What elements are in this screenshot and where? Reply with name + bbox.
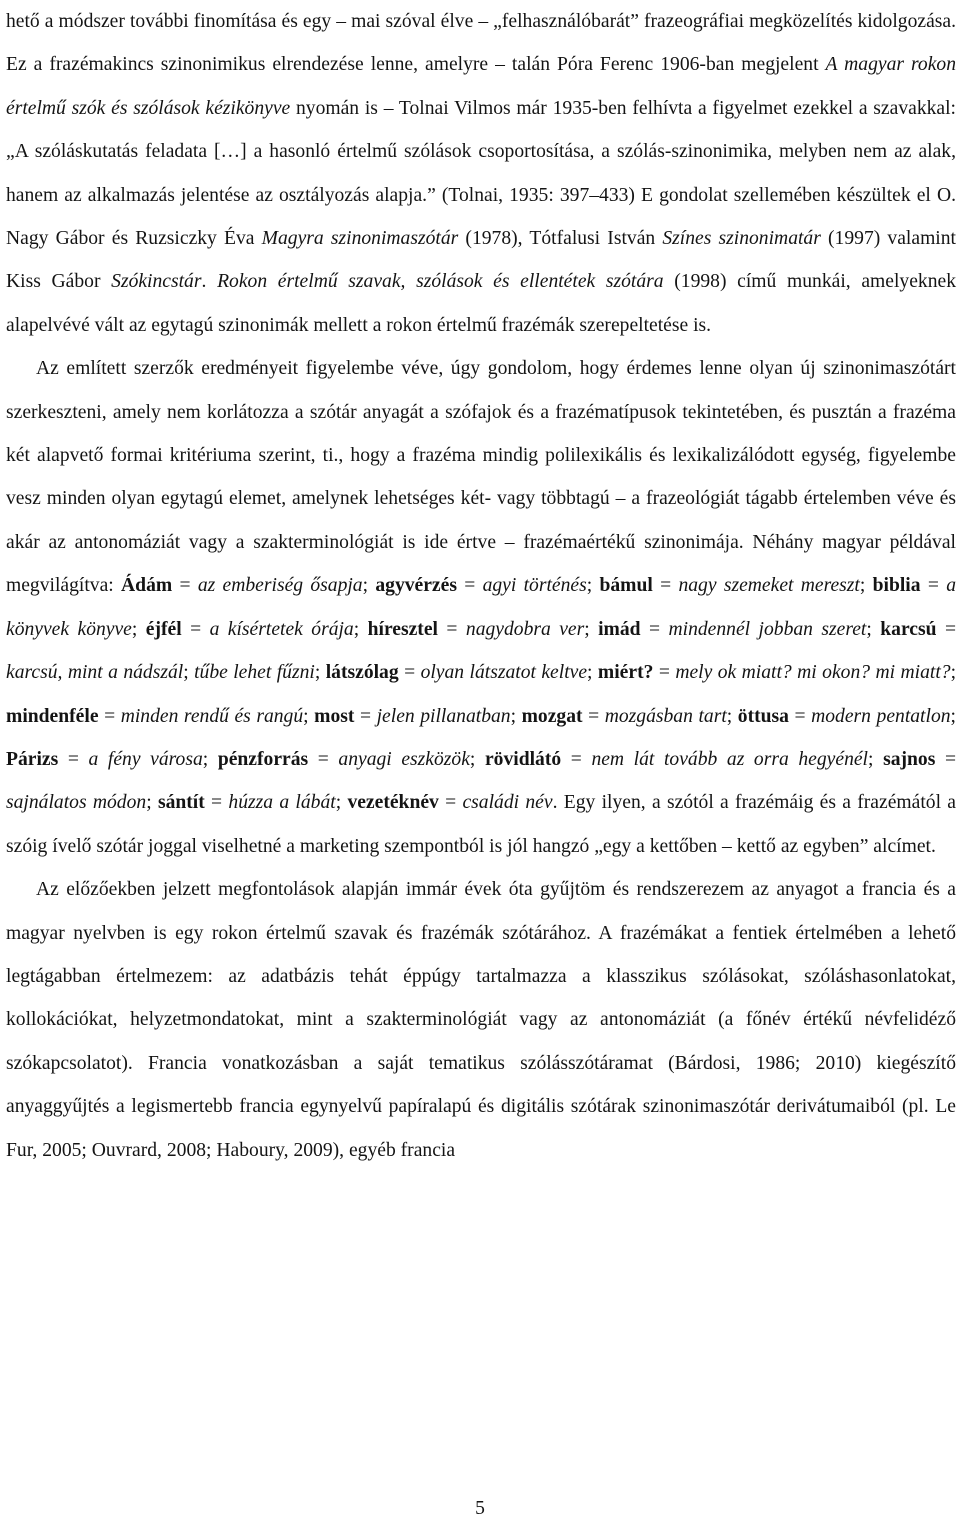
equals-sign: = bbox=[561, 748, 592, 770]
example-phrase: agyi történés bbox=[482, 575, 587, 597]
book-title: Szókincstár bbox=[111, 271, 202, 293]
example-word: karcsú bbox=[880, 618, 937, 640]
separator: ; bbox=[587, 662, 598, 684]
paragraph-3: Az előzőekben jelzett megfontolások alapján immár évek óta gyűjtöm és rendszerezem az anyagot a francia és a magyar nyelvben is egy rokon értelmű szavak és frazémák szótárához. A frazémákat a fentiek értelmében a lehető legtágabban értelmezem: az adatbázis tehát éppúgy tartalmazza a klasszikus szólásokat, szóláshasonlatokat, kollokációkat, helyzetmondatokat, mint a szakterminológiát vagy az antonomáziát (a főnév értékű névfelidéző szókapcsolatot). Francia vonatkozásban a saját tematikus szólásszótáramat (Bárdosi, 1986; 2010) kiegészítő anyaggyűjtés a legismertebb francia egynyelvű papíralapú és digitális szótárak szinonimaszótár derivátumaiból (pl. Le Fur, 2005; Ouvrard, 2008; Haboury, 2009), egyéb francia bbox=[6, 879, 956, 1161]
separator: ; bbox=[362, 575, 376, 597]
equals-sign: = bbox=[98, 705, 121, 727]
separator: ; bbox=[510, 705, 522, 727]
example-word: biblia bbox=[872, 575, 921, 597]
example-phrase: nagy szemeket mereszt bbox=[678, 575, 860, 597]
example-phrase: nagydobra ver bbox=[465, 618, 585, 640]
example-phrase: tűbe lehet fűzni bbox=[194, 662, 315, 684]
text-run: Egy ilyen, a szótól a frazémáig és a frazémától a szóig ívelő szótár joggal viselhetné a marketing szempontból is jól hangzó „egy a kettőben – kettő az egyben” alcímet. bbox=[6, 792, 956, 857]
example-list bbox=[6, 575, 956, 813]
separator: ; bbox=[868, 748, 884, 770]
example-phrase: nem lát tovább az orra hegyénél bbox=[591, 748, 869, 770]
example-phrase: mindennél jobban szeret bbox=[668, 618, 867, 640]
separator: ; bbox=[726, 705, 738, 727]
text-run: . bbox=[201, 271, 218, 293]
text-run: nyomán is – Tolnai Vilmos már 1935-ben felhívta a figyelmet ezekkel a szavakkal: „A szóláskutatás feladata […] a hasonló értelmű szólások csoportosítása, a szólás-szinonimika, melyben nem az alak, hanem az alkalmazás jelentése az osztályozás alapja.” (Tolnai, 1935: 397–433) E gondolat szellemében készültek el O. Nagy Gábor és Ruzsiczky Éva bbox=[6, 97, 957, 250]
example-word: miért? bbox=[597, 662, 654, 684]
example-phrase: sajnálatos módon bbox=[6, 792, 147, 814]
example-word: mindenféle bbox=[6, 705, 99, 727]
separator: . bbox=[552, 792, 564, 814]
equals-sign: = bbox=[920, 575, 947, 597]
body-text bbox=[6, 0, 956, 1172]
equals-sign: = bbox=[456, 575, 483, 597]
separator: ; bbox=[859, 575, 873, 597]
example-word: imád bbox=[598, 618, 641, 640]
example-phrase: olyan látszatot keltve bbox=[420, 662, 588, 684]
example-word: mozgat bbox=[521, 705, 583, 727]
example-word: éjfél bbox=[145, 618, 182, 640]
example-word: vezetéknév bbox=[347, 792, 439, 814]
text-run: Az említett szerzők eredményeit figyelembe véve, úgy gondolom, hogy érdemes lenne olyan új szinonimaszótárt szerkeszteni, amely nem korlátozza a szótár anyagát a szófajok és a frazématípusok tekintetében, és pusztán a frazéma két alapvető formai kritériuma szerint, ti., hogy a frazéma mindig polilexikális és lexikalizálódott egység, figyelembe vesz minden olyan egytagú elemet, amelynek lehetséges két- vagy többtagú – a frazeológiát tágabb értelemben véve és akár az antonomáziát vagy a szakterminológiát is ide értve – frazémaértékű szinonimája. Néhány magyar példával megvilágítva: bbox=[6, 358, 956, 597]
text-run: hető a módszer további finomítása és egy – mai szóval élve – „felhasználóbarát” frazeográfiai megközelítés kidolgozása. Ez a frazémakincs szinonimikus elrendezése lenne, amelyre – talán Póra Ferenc 1906-ban megjelent bbox=[6, 11, 956, 76]
text-run: (1997) valamint Kiss Gábor bbox=[6, 228, 956, 293]
separator: ; bbox=[950, 662, 957, 684]
equals-sign: = bbox=[437, 618, 466, 640]
equals-sign: = bbox=[640, 618, 669, 640]
example-phrase: mely ok miatt? mi okon? mi miatt? bbox=[675, 662, 951, 684]
text-run: (1998) című munkái, amelyeknek alapelvévé vált az egytagú szinonimák mellett a rokon értelmű frazémák szerepeltetése is. bbox=[6, 271, 956, 336]
separator: ; bbox=[314, 662, 326, 684]
page-number: 5 bbox=[475, 1498, 485, 1519]
example-word: bámul bbox=[599, 575, 653, 597]
equals-sign: = bbox=[58, 748, 89, 770]
example-word: pénzforrás bbox=[217, 748, 309, 770]
equals-sign: = bbox=[398, 662, 421, 684]
book-title: A magyar rokon értelmű szók és szólások kézikönyve bbox=[6, 54, 956, 119]
example-phrase: a kísértetek órája bbox=[209, 618, 354, 640]
example-word: Párizs bbox=[6, 748, 59, 770]
separator: ; bbox=[584, 618, 599, 640]
example-word: sántít bbox=[157, 792, 205, 814]
book-title: Magyra szinonimaszótár bbox=[261, 228, 459, 250]
equals-sign: = bbox=[936, 618, 956, 640]
example-word: öttusa bbox=[737, 705, 789, 727]
separator: ; bbox=[353, 618, 368, 640]
equals-sign: = bbox=[172, 575, 198, 597]
example-phrase: minden rendű és rangú bbox=[120, 705, 304, 727]
example-word: agyvérzés bbox=[375, 575, 457, 597]
example-word: híresztel bbox=[367, 618, 438, 640]
example-word: Ádám bbox=[121, 575, 173, 597]
equals-sign: = bbox=[204, 792, 229, 814]
equals-sign: = bbox=[181, 618, 210, 640]
equals-sign: = bbox=[438, 792, 463, 814]
separator: ; bbox=[202, 748, 218, 770]
example-word: rövidlátó bbox=[484, 748, 562, 770]
separator: ; bbox=[335, 792, 348, 814]
example-word: látszólag bbox=[325, 662, 399, 684]
separator: ; bbox=[586, 575, 600, 597]
equals-sign: = bbox=[653, 662, 676, 684]
book-title: Színes szinonimatár bbox=[662, 228, 821, 250]
example-phrase: mozgásban tart bbox=[604, 705, 727, 727]
example-phrase: az emberiség ősapja bbox=[197, 575, 363, 597]
paragraph-2 bbox=[6, 347, 956, 868]
book-title: Rokon értelmű szavak, szólások és ellentétek szótára bbox=[217, 271, 664, 293]
example-word: most bbox=[314, 705, 355, 727]
example-phrase: modern pentatlon bbox=[811, 705, 951, 727]
separator: ; bbox=[866, 618, 881, 640]
equals-sign: = bbox=[354, 705, 377, 727]
separator: ; bbox=[183, 662, 195, 684]
equals-sign: = bbox=[582, 705, 605, 727]
example-phrase: jelen pillanatban bbox=[376, 705, 511, 727]
separator: ; bbox=[469, 748, 485, 770]
example-phrase: anyagi eszközök bbox=[338, 748, 470, 770]
equals-sign: = bbox=[308, 748, 339, 770]
equals-sign: = bbox=[652, 575, 679, 597]
example-phrase: családi név bbox=[462, 792, 553, 814]
separator: ; bbox=[303, 705, 315, 727]
equals-sign: = bbox=[935, 748, 957, 770]
text-run: (1978), Tótfalusi István bbox=[458, 228, 663, 250]
example-phrase: a fény városa bbox=[88, 748, 203, 770]
example-word: sajnos bbox=[883, 748, 936, 770]
separator: ; bbox=[146, 792, 158, 814]
example-phrase: húzza a lábát bbox=[228, 792, 336, 814]
example-phrase: karcsú, mint a nádszál bbox=[6, 662, 184, 684]
separator: ; bbox=[131, 618, 146, 640]
example-phrase: a könyvek könyve bbox=[6, 575, 956, 640]
separator: ; bbox=[950, 705, 956, 727]
paragraph-1 bbox=[6, 0, 956, 347]
equals-sign: = bbox=[788, 705, 812, 727]
